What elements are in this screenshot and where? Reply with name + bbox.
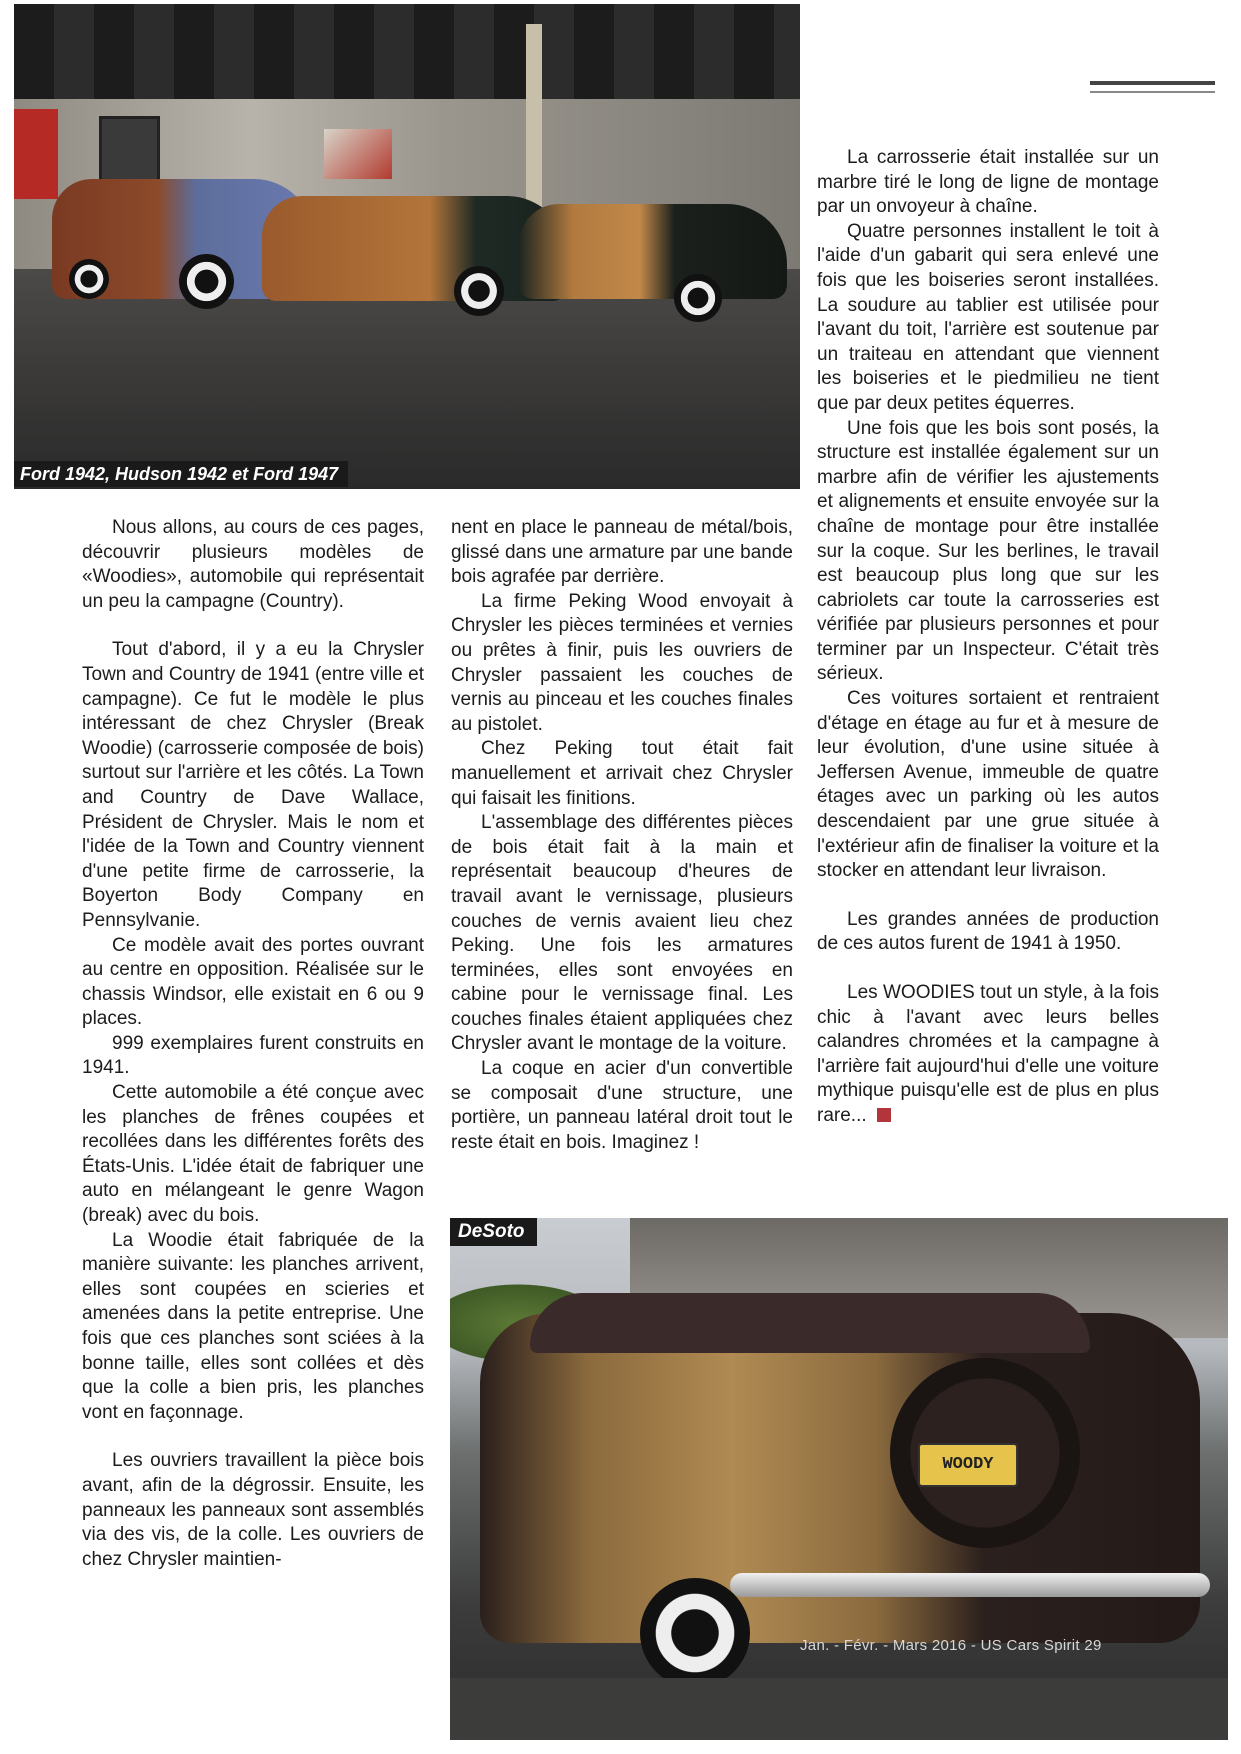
license-plate bbox=[918, 1443, 1018, 1487]
paragraph: Les grandes années de production de ces autos furent de 1941 à 1950. bbox=[817, 908, 1159, 955]
paragraph: Quatre personnes installent le toit à l'aide d'un gabarit qui sera enlevé une fois que les boiseries seront installées. La soudure au tablier est utilisée pour l'avant du toit, l'arrière est soutenue par un traiteau en attendant que viennent les boiseries et le piedmilieu ne tient que par deux petites équerres. bbox=[817, 220, 1159, 414]
text-column-right bbox=[817, 146, 1159, 1129]
paragraph: Tout d'abord, il y a eu la Chrysler Town and Country de 1941 (entre ville et campagne). Ce fut le modèle le plus intéressant de chez Chrysler (Break Woodie) (carrosserie composée de bois) surtout sur l'arrière et les côtés. La Town and Country de Dave Wallace, Président de Chrysler. Mais le nom et l'idée de la Town and Country viennent d'une petite firme de carrosserie, la Boyerton Body Company en Pennsylvanie. bbox=[82, 639, 424, 931]
paragraph: 999 exemplaires furent construits en 1941. bbox=[82, 1032, 424, 1079]
showroom-photo bbox=[14, 4, 800, 489]
car-wheel bbox=[674, 274, 722, 322]
page-footer: Jan. - Févr. - Mars 2016 - US Cars Spirit 29 bbox=[800, 1637, 1102, 1654]
paragraph: Ces voitures sortaient et rentraient d'étage en étage au fur et à mesure de leur évolution, d'une usine située à Jeffersen Avenue, immeuble de quatre étages avec un parking où les autos descendaient par une grue située à l'extérieur afin de finaliser la voiture et la stocker en attendant leur livraison. bbox=[817, 688, 1159, 882]
paragraph: La coque en acier d'un convertible se composait d'une structure, une portière, un panneau latéral droit tout le reste était en bois. Imaginez ! bbox=[451, 1058, 793, 1153]
text-column-middle bbox=[451, 516, 793, 1155]
rear-bumper bbox=[730, 1573, 1210, 1597]
paragraph: L'assemblage des différentes pièces de bois était fait à la main et représentait beaucoup d'heures de travail avant le vernissage, plusieurs couches de vernis avaient lieu chez Peking. Une fois les armatures terminées, elles sont envoyées en cabine pour le vernissage final. Les couches finales étaient appliquées chez Chrysler avant le montage de la voiture. bbox=[451, 812, 793, 1055]
car-ford-1947 bbox=[519, 204, 787, 299]
car-wheel bbox=[454, 266, 504, 316]
paragraph: Une fois que les bois sont posés, la structure est installée également sur un marbre afin de vérifier les ajustements et alignements et ensuite envoyée sur la chaîne de montage pour être installée sur la coque. Sur les berlines, le travail est beaucoup plus long que sur les cabriolets car toute la carrosseries est vérifiée par plusieurs personnes et pour terminer par un Inspecteur. C'était très sérieux. bbox=[817, 417, 1159, 685]
desoto-photo bbox=[450, 1218, 1228, 1740]
final-text: Les WOODIES tout un style, à la fois chic à l'avant avec leurs belles calandres chromées et la campagne à l'arrière fait aujourd'hui d'elle une voiture mythique puisqu'elle est de plus en plus rare... bbox=[817, 982, 1159, 1126]
desoto-roof bbox=[530, 1293, 1090, 1353]
car-wheel bbox=[179, 254, 234, 309]
paragraph: Les ouvriers travaillent la pièce bois avant, afin de la dégrossir. Ensuite, les panneaux les panneaux sont assemblés via des vis, de la colle. Les ouvriers de chez Chrysler maintien- bbox=[82, 1450, 424, 1570]
ceiling bbox=[14, 4, 800, 99]
header-rule bbox=[1090, 81, 1215, 85]
paragraph: La Woodie était fabriquée de la manière suivante: les planches arrivent, elles sont coupées en scieries et amenées dans la petite entreprise. Une fois que ces planches sont sciées à la bonne taille, elles sont collées et dès que la colle a bien pris, les planches vont en façonnage. bbox=[82, 1229, 424, 1423]
top-photo-caption: Ford 1942, Hudson 1942 et Ford 1947 bbox=[14, 461, 348, 487]
paragraph-final bbox=[817, 981, 1159, 1129]
paragraph: Cette automobile a été conçue avec les planches de frênes coupées et recollées dans les différentes forêts des États-Unis. L'idée était de fabriquer une auto en mélangeant le genre Wagon (break) avec du bois. bbox=[82, 1082, 424, 1227]
end-mark bbox=[877, 1108, 891, 1122]
poster-art bbox=[324, 129, 392, 179]
car-wheel bbox=[69, 259, 109, 299]
ground bbox=[450, 1678, 1228, 1740]
bottom-photo-caption: DeSoto bbox=[450, 1218, 537, 1246]
paragraph: La firme Peking Wood envoyait à Chrysler les pièces terminées et vernies ou prêtes à finir, puis les ouvriers de Chrysler passaient les couches de vernis au pinceau et les couches finales au pistolet. bbox=[451, 590, 793, 735]
paragraph: nent en place le panneau de métal/bois, glissé dans une armature par une bande bois agrafée par derrière. bbox=[451, 517, 793, 588]
text-column-left bbox=[82, 516, 424, 1572]
paragraph: Ce modèle avait des portes ouvrant au centre en opposition. Réalisée sur le chassis Windsor, elle existait en 6 ou 9 places. bbox=[82, 934, 424, 1030]
paragraph: Nous allons, au cours de ces pages, découvrir plusieurs modèles de «Woodies», automobile qui représentait un peu la campagne (Country). bbox=[82, 517, 424, 612]
paragraph: Chez Peking tout était fait manuellement et arrivait chez Chrysler qui faisait les finitions. bbox=[451, 738, 793, 809]
plate-text: WOODY bbox=[942, 1455, 994, 1474]
header-rule-thin bbox=[1090, 91, 1215, 93]
poster-red bbox=[14, 109, 58, 199]
car-wheel bbox=[640, 1578, 750, 1688]
paragraph: La carrosserie était installée sur un marbre tiré le long de ligne de montage par un onvoyeur à chaîne. bbox=[817, 147, 1159, 218]
